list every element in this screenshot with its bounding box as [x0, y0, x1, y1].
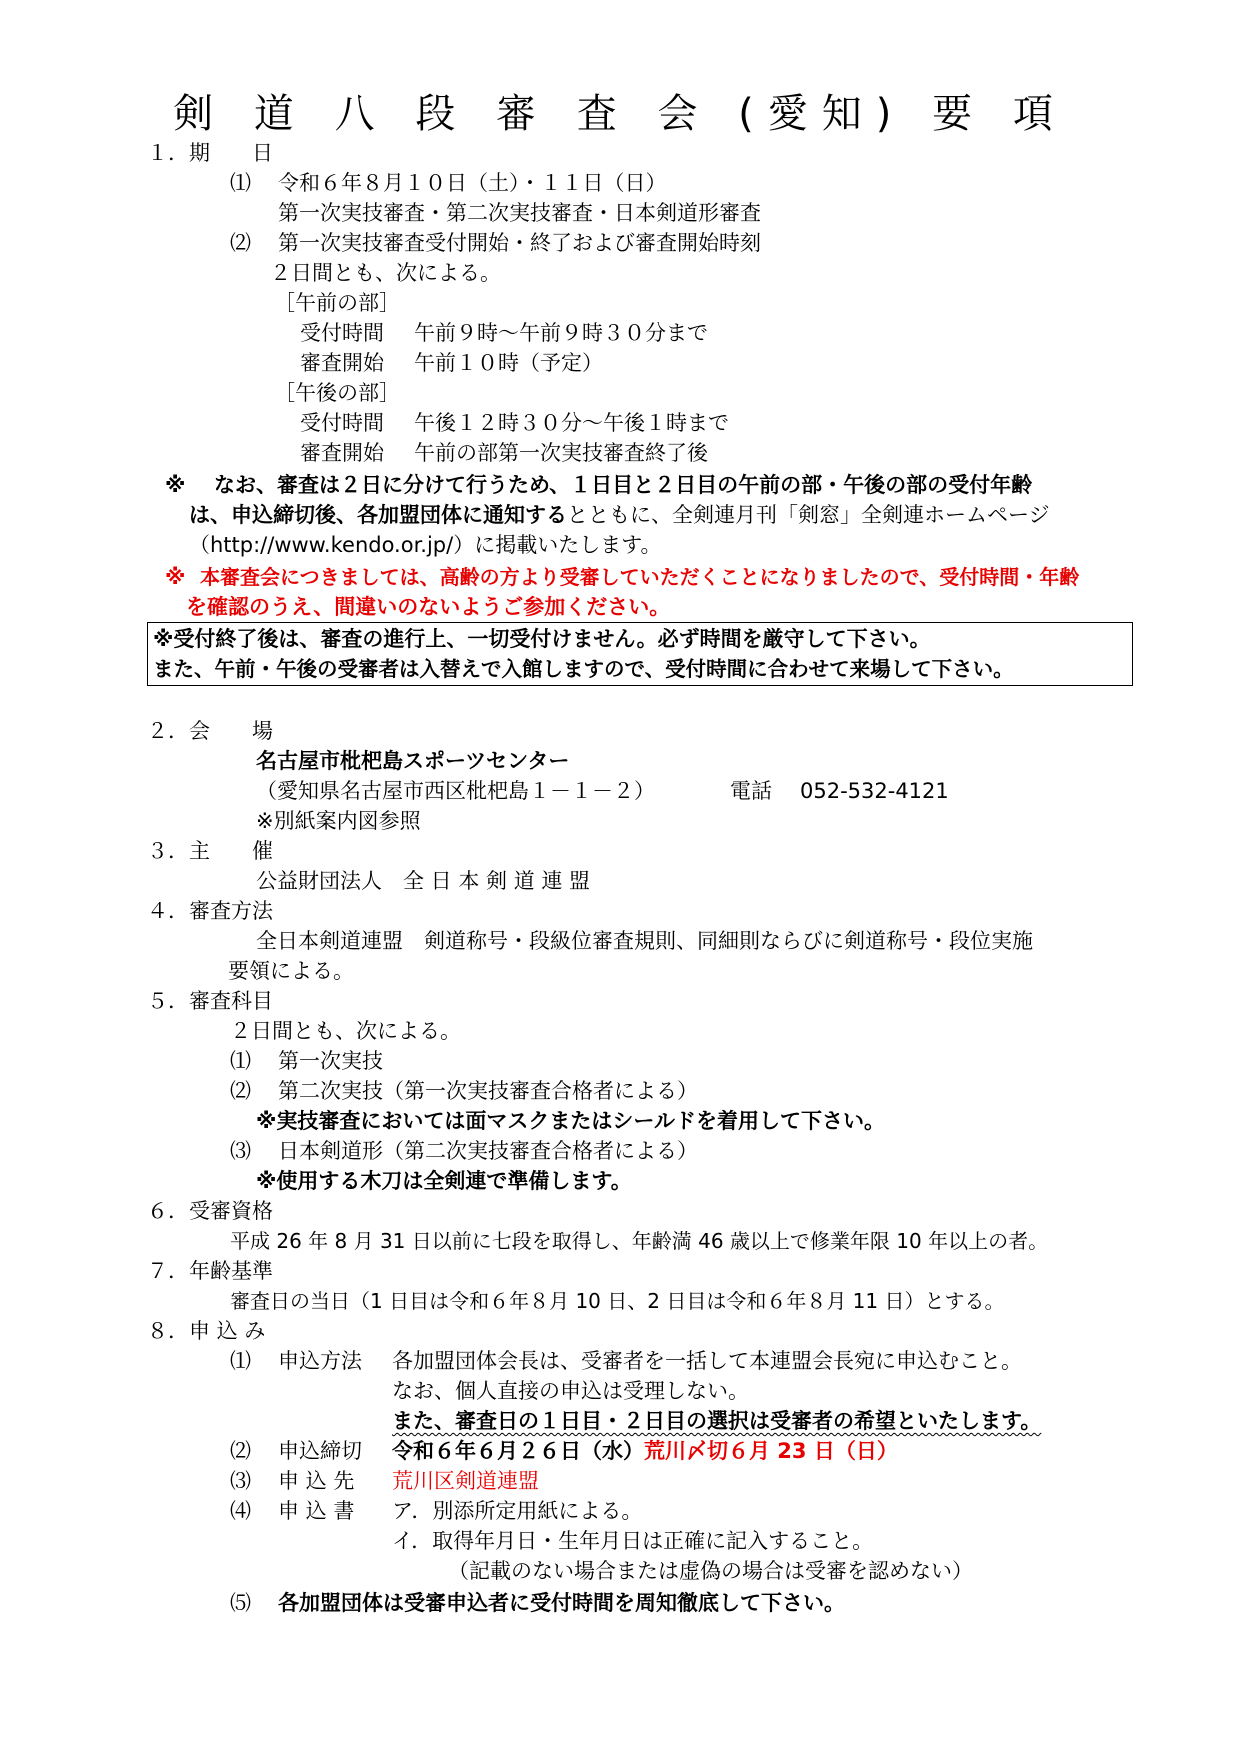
- s1-item1-date: 令和６年８月１０日（土）・１１日（日）: [278, 171, 667, 195]
- note1-line2: [189, 500, 1050, 530]
- s1-item2-text: 第一次実技審査受付開始・終了および審査開始時刻: [278, 231, 761, 255]
- s8-item1-text: 各加盟団体会長は、受審者を一括して本連盟会長宛に申込むこと。: [392, 1349, 1022, 1373]
- note2-line1: 本審査会につきましては、高齢の方より受審していただくことになりましたので、受付時間・年齢: [200, 565, 1080, 589]
- s1-pm-reception-label: 受付時間: [300, 411, 384, 435]
- arakawa-deadline: 荒川〆切６月 23 日（日）: [644, 1439, 898, 1463]
- s5-item2-num: ⑵: [230, 1079, 251, 1103]
- note1-line2-bold: は、申込締切後、各加盟団体に通知する: [189, 503, 567, 527]
- s1-item1-sub: 第一次実技審査・第二次実技審査・日本剣道形審査: [278, 201, 761, 225]
- s8-item3-label: 申 込 先: [278, 1469, 355, 1493]
- s8-item3-num: ⑶: [230, 1469, 251, 1493]
- section-8-heading: ８．申 込 み: [147, 1319, 266, 1343]
- section-4-heading: ４．審査方法: [147, 899, 273, 923]
- phone-number: 052-532-4121: [800, 779, 949, 803]
- organizer: 公益財団法人 全 日 本 剣 道 連 盟: [256, 869, 591, 893]
- section-7-heading: ７．年齢基準: [147, 1259, 273, 1283]
- s8-item5-text: 各加盟団体は受審申込者に受付時間を周知徹底して下さい。: [278, 1591, 845, 1615]
- s8-item2-num: ⑵: [230, 1439, 251, 1463]
- s5-item3-text: 日本剣道形（第二次実技審査合格者による）: [278, 1139, 698, 1163]
- s5-both-days: ２日間とも、次による。: [230, 1019, 461, 1043]
- venue-name: 名古屋市枇杷島スポーツセンター: [256, 749, 570, 773]
- box-line1: ※受付終了後は、審査の進行上、一切受付けません。必ず時間を厳守して下さい。: [153, 627, 931, 651]
- s1-pm-start: 午前の部第一次実技審査終了後: [414, 441, 708, 465]
- s5-item2-text: 第二次実技（第一次実技審査合格者による）: [278, 1079, 698, 1103]
- s5-item3-num: ⑶: [230, 1139, 251, 1163]
- box-line2: また、午前・午後の受審者は入替えで入館しますので、受付時間に合わせて来場して下さい。: [153, 657, 1014, 681]
- s8-item1-text3: また、審査日の１日目・２日目の選択は受審者の希望といたします。: [392, 1409, 1042, 1433]
- s8-item3-text: 荒川区剣道連盟: [392, 1469, 539, 1493]
- section-6-heading: ６．受審資格: [147, 1199, 273, 1223]
- s5-item1-num: ⑴: [230, 1049, 251, 1073]
- note1-line3: （http://www.kendo.or.jp/）に掲載いたします。: [189, 533, 662, 557]
- s1-pm-reception: 午後１２時３０分～午後１時まで: [414, 411, 729, 435]
- section-5-heading: ５．審査科目: [147, 989, 273, 1013]
- s8-item4-a: ア．別添所定用紙による。: [392, 1499, 643, 1523]
- s1-pm-start-label: 審査開始: [300, 441, 384, 465]
- phone-label: 電話: [730, 779, 772, 803]
- s1-item1-num: ⑴: [230, 171, 251, 195]
- s4-line2: 要領による。: [228, 959, 354, 983]
- note1-mark: ※: [165, 473, 186, 497]
- s1-am-reception-label: 受付時間: [300, 321, 384, 345]
- map-note: ※別紙案内図参照: [256, 809, 421, 833]
- s1-am-reception: 午前９時～午前９時３０分まで: [414, 321, 708, 345]
- note1-line1: なお、審査は２日に分けて行うため、１日目と２日目の午前の部・午後の部の受付年齢: [214, 473, 1033, 497]
- s1-am-start: 午前１０時（予定）: [414, 351, 603, 375]
- s8-item1-num: ⑴: [230, 1349, 251, 1373]
- venue-address: （愛知県名古屋市西区枇杷島１－１－２）: [256, 779, 655, 803]
- s8-item1-label: 申込方法: [278, 1349, 362, 1373]
- s7-text: 審査日の当日（1 日目は令和６年８月 10 日、2 日目は令和６年８月 11 日）とする。: [230, 1289, 1005, 1313]
- s1-item2-num: ⑵: [230, 231, 251, 255]
- s5-item1-text: 第一次実技: [278, 1049, 383, 1073]
- document-title: 剣 道 八 段 審 査 会 (愛知) 要 項: [173, 91, 1067, 137]
- s8-item4-c: （記載のない場合または虚偽の場合は受審を認めない）: [448, 1559, 973, 1583]
- s8-deadline: [392, 1436, 898, 1466]
- s8-item5-num: ⑸: [230, 1591, 251, 1615]
- section-1-heading: １．期 日: [147, 141, 273, 165]
- s5-item2-note: ※実技審査においては面マスクまたはシールドを着用して下さい。: [256, 1109, 885, 1133]
- section-2-heading: ２．会 場: [147, 719, 273, 743]
- s1-am-label: ［午前の部］: [274, 291, 400, 315]
- s8-item4-label: 申 込 書: [278, 1499, 355, 1523]
- note2-mark: ※: [165, 565, 186, 589]
- s8-item4-b: イ．取得年月日・生年月日は正確に記入すること。: [392, 1529, 874, 1553]
- note1-line2-rest: とともに、全剣連月刊「剣窓」全剣連ホームページ: [567, 503, 1050, 527]
- s5-item3-note: ※使用する木刀は全剣連で準備します。: [256, 1169, 632, 1193]
- s1-pm-label: ［午後の部］: [274, 381, 400, 405]
- s4-line1: 全日本剣道連盟 剣道称号・段級位審査規則、同細則ならびに剣道称号・段位実施: [256, 929, 1033, 953]
- s8-item4-num: ⑷: [230, 1499, 251, 1523]
- s8-item2-label: 申込締切: [278, 1439, 362, 1463]
- deadline-date: 令和６年６月２６日（水）: [392, 1439, 644, 1463]
- section-3-heading: ３．主 催: [147, 839, 273, 863]
- s8-item1-text2: なお、個人直接の申込は受理しない。: [392, 1379, 749, 1403]
- s1-both-days: ２日間とも、次による。: [270, 261, 501, 285]
- s1-am-start-label: 審査開始: [300, 351, 384, 375]
- note2-line2: を確認のうえ、間違いのないようご参加ください。: [186, 595, 671, 619]
- s6-text: 平成 26 年 8 月 31 日以前に七段を取得し、年齢満 46 歳以上で修業年限 10 年以上の者。: [230, 1229, 1049, 1253]
